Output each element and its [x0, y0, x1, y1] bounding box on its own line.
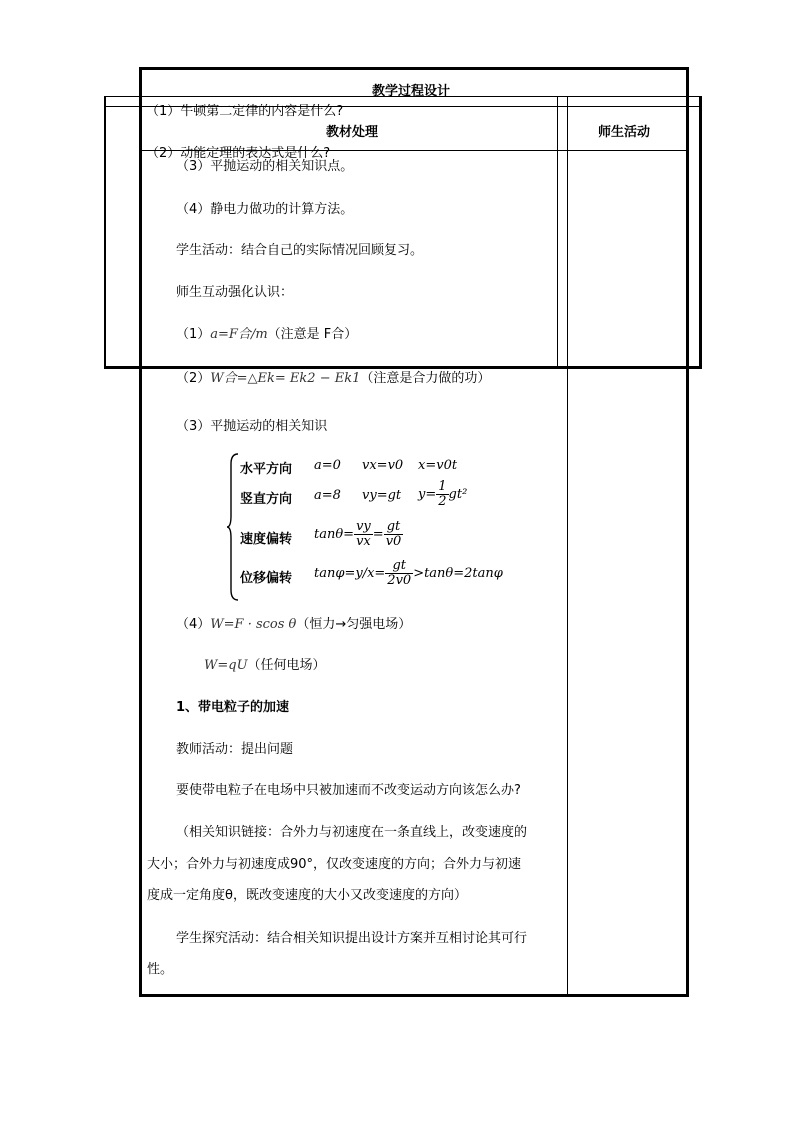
projectile-row1-f1: a=0 — [314, 458, 341, 473]
projectile-row2-f1: a=8 — [314, 488, 341, 503]
projectile-row1-f3: x=v0t — [418, 458, 458, 473]
related-knowledge-line-1: （相关知识链接：合外力与初速度在一条直线上，改变速度的 — [176, 825, 528, 840]
projectile-row2-tail: gt² — [448, 487, 468, 502]
answer-4b-note: （任何电场） — [247, 658, 326, 673]
projectile-row1-f2: vx=v0 — [362, 458, 404, 473]
question-4: （4）静电力做功的计算方法。 — [176, 202, 354, 217]
column-header-right: 师生活动 — [598, 125, 651, 140]
table-top-border — [139, 67, 689, 70]
projectile-row2-f3 — [418, 480, 467, 509]
overlay-right-border — [699, 96, 702, 368]
overlay-question-2: （2）动能定理的表达式是什么? — [146, 146, 331, 161]
answer-4b-formula: W=qU — [204, 658, 248, 673]
teacher-activity: 教师活动：提出问题 — [176, 742, 294, 757]
section-1-heading: 1、带电粒子的加速 — [176, 700, 290, 715]
student-explore-line-2: 性。 — [147, 962, 174, 977]
overlay-left-border — [104, 96, 106, 368]
projectile-row4-label: 位移偏转 — [240, 571, 293, 586]
projectile-row3-label: 速度偏转 — [240, 532, 293, 547]
column-divider — [567, 96, 568, 994]
projectile-row2-label: 竖直方向 — [240, 492, 293, 507]
related-knowledge-line-3: 度成一定角度θ，既改变速度的大小又改变速度的方向） — [147, 888, 467, 903]
table-title: 教学过程设计 — [372, 84, 451, 99]
overlay-question-1: （1）牛顿第二定律的内容是什么? — [146, 104, 344, 119]
answer-2-note: （注意是合力做的功） — [360, 371, 491, 386]
overlay-col-divider — [557, 96, 558, 368]
projectile-row3-formula: tanθ= $\frac{vy}{vx}$ = $\frac{gt}{v0}$ — [314, 519, 402, 549]
projectile-row1-label: 水平方向 — [240, 462, 293, 477]
projectile-row2-f2: vy=gt — [362, 488, 402, 503]
student-explore-line-1: 学生探究活动：结合相关知识提出设计方案并互相讨论其可行 — [176, 931, 528, 946]
answer-4-formula: W=F · scos θ — [210, 617, 297, 632]
answer-1-prefix: （1） — [176, 327, 211, 342]
related-knowledge-line-2: 大小；合外力与初速度成90°，仅改变速度的方向；合外力与初速 — [147, 857, 522, 872]
answer-4 — [176, 616, 411, 634]
projectile-row4-formula: tanφ=y/x= $\frac{gt}{2v0}$ >tanθ=2tanφ — [314, 558, 503, 588]
interaction-heading: 师生互动强化认识： — [176, 285, 294, 300]
answer-1-note: （注意是 F合） — [267, 327, 358, 342]
question-3: （3）平抛运动的相关知识点。 — [176, 159, 354, 174]
projectile-row3-fraction-1: $\frac{vy}{vx}$ — [356, 519, 371, 549]
answer-2-formula: W合=△Ek= Ek2 − Ek1 — [210, 371, 361, 386]
answer-1-formula: a=F合/m — [210, 327, 268, 342]
projectile-row2-y: y= — [418, 487, 437, 502]
answer-3: （3）平抛运动的相关知识 — [176, 419, 328, 434]
answer-4-prefix: （4） — [176, 617, 211, 632]
student-review: 学生活动：结合自己的实际情况回顾复习。 — [176, 243, 424, 258]
column-header-left: 教材处理 — [326, 125, 379, 140]
table-right-border — [686, 67, 689, 997]
answer-2 — [176, 370, 490, 388]
left-brace-icon — [226, 452, 240, 602]
projectile-row4-fraction: $\frac{gt}{2v0}$ — [387, 558, 412, 588]
table-bottom-border — [139, 994, 689, 997]
answer-2-prefix: （2） — [176, 371, 211, 386]
answer-4-note: （恒力→匀强电场） — [296, 617, 412, 632]
answer-4b — [204, 657, 326, 675]
projectile-row3-fraction-2: $\frac{gt}{v0}$ — [385, 519, 402, 549]
table-left-border — [139, 67, 142, 997]
acceleration-question: 要使带电粒子在电场中只被加速而不改变运动方向该怎么办? — [176, 783, 521, 798]
projectile-row2-fraction: $\frac{1}{2}$ — [438, 479, 447, 509]
overlay-bottom-border — [104, 366, 702, 369]
answer-1 — [176, 326, 357, 344]
